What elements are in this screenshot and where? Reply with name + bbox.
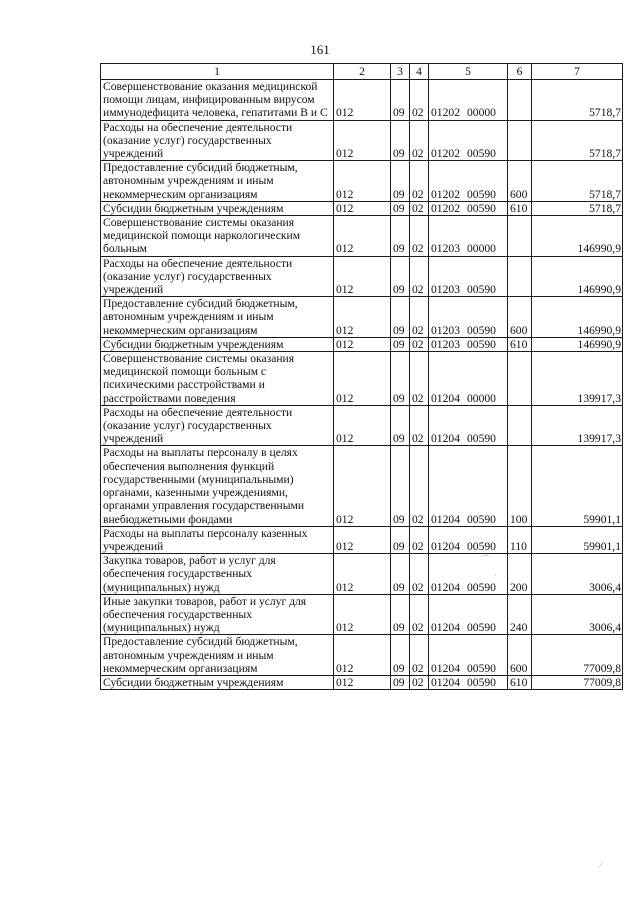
page-number: 161	[310, 42, 330, 57]
table-row	[101, 201, 623, 215]
section-code-cell: 09	[391, 675, 410, 689]
ministry-code-cell: 012	[334, 526, 391, 553]
program-code: 01204	[431, 539, 460, 553]
table-row	[101, 161, 623, 202]
direction-code: 00000	[466, 242, 496, 256]
target-article-cell	[429, 201, 508, 215]
ministry-code-cell: 012	[334, 80, 391, 121]
direction-code: 00590	[466, 283, 496, 297]
subsection-code-cell: 02	[410, 256, 429, 297]
table-row	[101, 297, 623, 338]
ministry-code-cell: 012	[334, 256, 391, 297]
section-code-cell: 09	[391, 446, 410, 526]
amount-cell: 146990,9	[532, 337, 623, 351]
expense-type-cell: 600	[508, 297, 532, 338]
target-article-cell	[429, 675, 508, 689]
column-header-6: 6	[508, 64, 532, 80]
ministry-code-cell: 012	[334, 161, 391, 202]
target-article-cell	[429, 446, 508, 526]
ministry-code-cell: 012	[334, 446, 391, 526]
expense-type-cell	[508, 80, 532, 121]
subsection-code-cell: 02	[410, 635, 429, 676]
direction-code: 00590	[466, 621, 496, 635]
table-row	[101, 405, 623, 446]
row-name-cell: Расходы на выплаты персоналу казенных учреждений	[101, 526, 334, 553]
subsection-code-cell: 02	[410, 594, 429, 635]
program-code: 01204	[431, 661, 460, 675]
program-code: 01202	[431, 201, 460, 215]
ministry-code-cell: 012	[334, 405, 391, 446]
ministry-code-cell: 012	[334, 201, 391, 215]
amount-cell: 59901,1	[532, 446, 623, 526]
target-article-cell	[429, 594, 508, 635]
target-article-cell	[429, 352, 508, 406]
target-article-cell	[429, 526, 508, 553]
expense-type-cell	[508, 216, 532, 257]
expense-type-cell: 110	[508, 526, 532, 553]
table-row	[101, 80, 623, 121]
subsection-code-cell: 02	[410, 297, 429, 338]
program-code: 01204	[431, 675, 460, 689]
expense-type-cell	[508, 405, 532, 446]
row-name-cell: Субсидии бюджетным учреждениям	[101, 675, 334, 689]
amount-cell: 146990,9	[532, 216, 623, 257]
direction-code: 00590	[466, 337, 496, 351]
section-code-cell: 09	[391, 352, 410, 406]
amount-cell: 139917,3	[532, 405, 623, 446]
program-code: 01202	[431, 187, 460, 201]
expense-type-cell: 600	[508, 161, 532, 202]
subsection-code-cell: 02	[410, 216, 429, 257]
scan-mark: ⁄	[600, 860, 602, 870]
amount-cell: 77009,8	[532, 635, 623, 676]
subsection-code-cell: 02	[410, 405, 429, 446]
row-name-cell: Расходы на обеспечение деятельности (оказание услуг) государственных учреждений	[101, 120, 334, 161]
amount-cell: 139917,3	[532, 352, 623, 406]
row-name-cell: Расходы на обеспечение деятельности (оказание услуг) государственных учреждений	[101, 256, 334, 297]
column-header-7: 7	[532, 64, 623, 80]
scan-mark: ⌒	[481, 555, 491, 565]
direction-code: 00590	[466, 675, 496, 689]
section-code-cell: 09	[391, 256, 410, 297]
amount-cell: 59901,1	[532, 526, 623, 553]
program-code: 01204	[431, 512, 460, 526]
table-row	[101, 337, 623, 351]
program-code: 01204	[431, 580, 460, 594]
amount-cell: 3006,4	[532, 594, 623, 635]
expense-type-cell: 610	[508, 675, 532, 689]
row-name-cell: Расходы на обеспечение деятельности (оказание услуг) государственных учреждений	[101, 405, 334, 446]
expense-type-cell: 610	[508, 337, 532, 351]
direction-code: 00590	[466, 580, 496, 594]
ministry-code-cell: 012	[334, 675, 391, 689]
expense-type-cell	[508, 256, 532, 297]
subsection-code-cell: 02	[410, 446, 429, 526]
row-name-cell: Предоставление субсидий бюджетным, автономным учреждениям и иным некоммерческим организациям	[101, 161, 334, 202]
header-row	[101, 64, 623, 80]
scan-mark: ·	[494, 570, 497, 580]
direction-code: 00590	[466, 187, 496, 201]
table-row	[101, 256, 623, 297]
amount-cell: 77009,8	[532, 675, 623, 689]
program-code: 01202	[431, 106, 460, 120]
column-header-5: 5	[429, 64, 508, 80]
column-header-2: 2	[334, 64, 391, 80]
ministry-code-cell: 012	[334, 120, 391, 161]
direction-code: 00000	[466, 106, 496, 120]
subsection-code-cell: 02	[410, 526, 429, 553]
direction-code: 00590	[466, 323, 496, 337]
row-name-cell: Субсидии бюджетным учреждениям	[101, 201, 334, 215]
program-code: 01204	[431, 432, 460, 446]
subsection-code-cell: 02	[410, 80, 429, 121]
table-row	[101, 635, 623, 676]
section-code-cell: 09	[391, 120, 410, 161]
subsection-code-cell: 02	[410, 120, 429, 161]
subsection-code-cell: 02	[410, 675, 429, 689]
amount-cell: 146990,9	[532, 256, 623, 297]
expense-type-cell: 600	[508, 635, 532, 676]
row-name-cell: Субсидии бюджетным учреждениям	[101, 337, 334, 351]
budget-table	[100, 63, 623, 690]
section-code-cell: 09	[391, 405, 410, 446]
ministry-code-cell: 012	[334, 337, 391, 351]
section-code-cell: 09	[391, 526, 410, 553]
table-row	[101, 594, 623, 635]
amount-cell: 3006,4	[532, 554, 623, 595]
table-row	[101, 675, 623, 689]
direction-code: 00000	[466, 391, 496, 405]
expense-type-cell: 610	[508, 201, 532, 215]
target-article-cell	[429, 80, 508, 121]
program-code: 01204	[431, 391, 460, 405]
row-name-cell: Совершенствование оказания медицинской помощи лицам, инфицированным вирусом иммунодефицита человека, гепатитами В и С	[101, 80, 334, 121]
table-row	[101, 446, 623, 526]
direction-code: 00590	[466, 147, 496, 161]
section-code-cell: 09	[391, 594, 410, 635]
column-header-3: 3	[391, 64, 410, 80]
target-article-cell	[429, 216, 508, 257]
ministry-code-cell: 012	[334, 352, 391, 406]
section-code-cell: 09	[391, 635, 410, 676]
amount-cell: 5718,7	[532, 201, 623, 215]
section-code-cell: 09	[391, 216, 410, 257]
row-name-cell: Совершенствование системы оказания медицинской помощи наркологическим больным	[101, 216, 334, 257]
program-code: 01204	[431, 621, 460, 635]
target-article-cell	[429, 405, 508, 446]
table-row	[101, 120, 623, 161]
ministry-code-cell: 012	[334, 594, 391, 635]
subsection-code-cell: 02	[410, 554, 429, 595]
ministry-code-cell: 012	[334, 216, 391, 257]
row-name-cell: Расходы на выплаты персоналу в целях обеспечения выполнения функций государственными (муниципальными) органами, казенными учреждениями, органами управления государственными внебюджетными фондами	[101, 446, 334, 526]
target-article-cell	[429, 120, 508, 161]
table-row	[101, 352, 623, 406]
amount-cell: 146990,9	[532, 297, 623, 338]
expense-type-cell: 100	[508, 446, 532, 526]
target-article-cell	[429, 297, 508, 338]
section-code-cell: 09	[391, 161, 410, 202]
expense-type-cell: 240	[508, 594, 532, 635]
expense-type-cell	[508, 120, 532, 161]
direction-code: 00590	[466, 539, 496, 553]
subsection-code-cell: 02	[410, 337, 429, 351]
section-code-cell: 09	[391, 554, 410, 595]
table-row	[101, 526, 623, 553]
section-code-cell: 09	[391, 337, 410, 351]
ministry-code-cell: 012	[334, 635, 391, 676]
target-article-cell	[429, 256, 508, 297]
section-code-cell: 09	[391, 80, 410, 121]
program-code: 01203	[431, 283, 460, 297]
amount-cell: 5718,7	[532, 80, 623, 121]
subsection-code-cell: 02	[410, 161, 429, 202]
expense-type-cell: 200	[508, 554, 532, 595]
direction-code: 00590	[466, 201, 496, 215]
subsection-code-cell: 02	[410, 201, 429, 215]
target-article-cell	[429, 161, 508, 202]
table-body	[101, 80, 623, 690]
direction-code: 00590	[466, 512, 496, 526]
row-name-cell: Предоставление субсидий бюджетным, автономным учреждениям и иным некоммерческим организациям	[101, 297, 334, 338]
subsection-code-cell: 02	[410, 352, 429, 406]
section-code-cell: 09	[391, 201, 410, 215]
program-code: 01203	[431, 337, 460, 351]
program-code: 01203	[431, 242, 460, 256]
expense-type-cell	[508, 352, 532, 406]
target-article-cell	[429, 635, 508, 676]
row-name-cell: Иные закупки товаров, работ и услуг для обеспечения государственных (муниципальных) нужд	[101, 594, 334, 635]
section-code-cell: 09	[391, 297, 410, 338]
direction-code: 00590	[466, 432, 496, 446]
program-code: 01203	[431, 323, 460, 337]
row-name-cell: Совершенствование системы оказания медицинской помощи больным с психическими расстройствами и расстройствами поведения	[101, 352, 334, 406]
target-article-cell	[429, 337, 508, 351]
table-row	[101, 216, 623, 257]
column-header-4: 4	[410, 64, 429, 80]
table-row	[101, 554, 623, 595]
row-name-cell: Предоставление субсидий бюджетным, автономным учреждениям и иным некоммерческим организациям	[101, 635, 334, 676]
ministry-code-cell: 012	[334, 297, 391, 338]
column-header-1: 1	[101, 64, 334, 80]
row-name-cell: Закупка товаров, работ и услуг для обеспечения государственных (муниципальных) нужд	[101, 554, 334, 595]
amount-cell: 5718,7	[532, 161, 623, 202]
program-code: 01202	[431, 147, 460, 161]
direction-code: 00590	[466, 661, 496, 675]
amount-cell: 5718,7	[532, 120, 623, 161]
ministry-code-cell: 012	[334, 554, 391, 595]
